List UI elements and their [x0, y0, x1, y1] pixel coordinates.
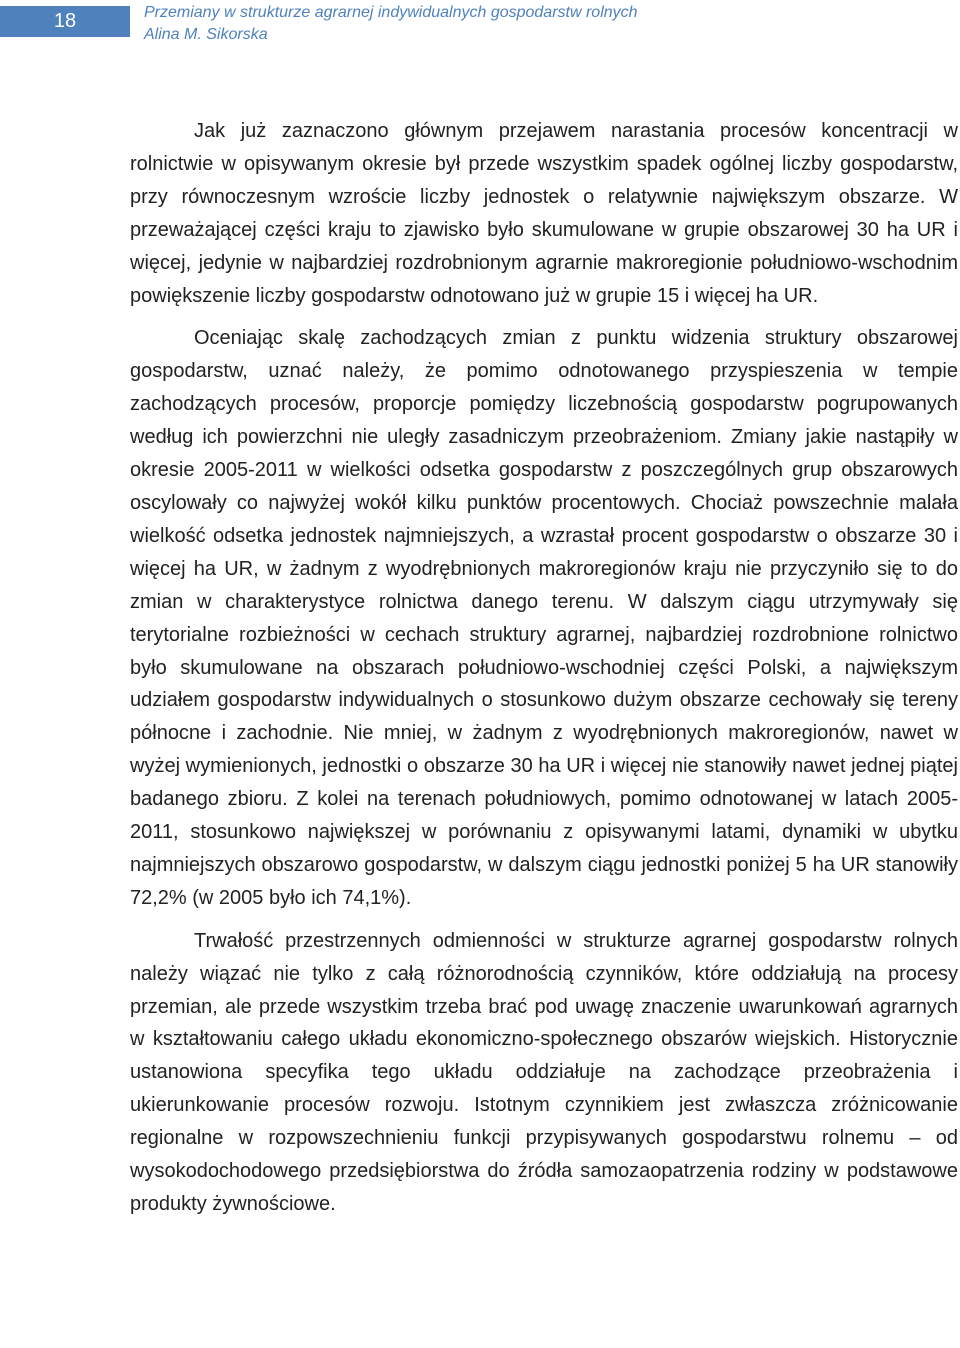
running-header	[144, 2, 944, 46]
paragraph-3: Trwałość przestrzennych odmienności w strukturze agrarnej gospodarstw rolnych należy wiązać nie tylko z całą różnorodnością czynników, które oddziałują na procesy przemian, ale przede wszystkim trzeba brać pod uwagę znaczenie uwarunkowań agrarnych w kształtowaniu całego układu ekonomiczno-społecznego obszarów wiejskich. Historycznie ustanowiona specyfika tego układu oddziałuje na zachodzące przeobrażenia i ukierunkowanie procesów rozwoju. Istotnym czynnikiem jest zwłaszcza zróżnicowanie regionalne w rozpowszechnieniu funkcji przypisywanych gospodarstwu rolnemu – od wysokodochodowego przedsiębiorstwa do źródła samozaopatrzenia rodziny w podstawowe produkty żywnościowe.	[130, 929, 958, 1215]
paragraph-2: Oceniając skalę zachodzących zmian z punktu widzenia struktury obszarowej gospodarstw, uznać należy, że pomimo odnotowanego przyspieszenia w tempie zachodzących procesów, proporcje pomiędzy liczebnością gospodarstw pogrupowanych według ich powierzchni nie uległy zasadniczym przeobrażeniom. Zmiany jakie nastąpiły w okresie 2005-2011 w wielkości odsetka gospodarstw z poszczególnych grup obszarowych oscylowały co najwyżej wokół kilku punktów procentowych. Chociaż powszechnie malała wielkość odsetka jednostek najmniejszych, a wzrastał procent gospodarstw o obszarze 30 i więcej ha UR, w żadnym z wyodrębnionych makroregionów kraju nie przyczyniło się to do zmian w charakterystyce rolnictwa danego terenu. W dalszym ciągu utrzymywały się terytorialne rozbieżności w cechach struktury agrarnej, najbardziej rozdrobnione rolnictwo było skumulowane na obszarach południowo-wschodniej części Polski, a największym udziałem gospodarstw indywidualnych o stosunkowo dużym obszarze cechowały się tereny północne i zachodnie. Nie mniej, w żadnym z wyodrębnionych makroregionów, nawet w wyżej wymienionych, jednostki o obszarze 30 ha UR i więcej nie stanowiły nawet jednej piątej badanego zbioru. Z kolei na terenach południowych, pomimo odnotowanej w latach 2005-2011, stosunkowo największej w porównaniu z opisywanymi latami, dynamiki w ubytku najmniejszych obszarowo gospodarstw, w dalszym ciągu jednostki poniżej 5 ha UR stanowiły 72,2% (w 2005 było ich 74,1%).	[130, 327, 958, 909]
running-header-author: Alina M. Sikorska	[144, 26, 268, 43]
page-number-box	[0, 6, 130, 37]
page-number: 18	[53, 10, 77, 32]
paragraph-1: Jak już zaznaczono głównym przejawem narastania procesów koncentracji w rolnictwie w opisywanym okresie był przede wszystkim spadek ogólnej liczby gospodarstw, przy równoczesnym wzroście liczby jednostek o relatywnie największym obszarze. W przeważającej części kraju to zjawisko było skumulowane w grupie obszarowej 30 ha UR i więcej, jedynie w najbardziej rozdrobnionym agrarnie makroregionie południowo-wschodnim powiększenie liczby gospodarstw odnotowano już w grupie 15 i więcej ha UR.	[130, 120, 958, 307]
body-text	[130, 115, 958, 1231]
running-header-title: Przemiany w strukturze agrarnej indywidualnych gospodarstw rolnych	[144, 4, 638, 21]
